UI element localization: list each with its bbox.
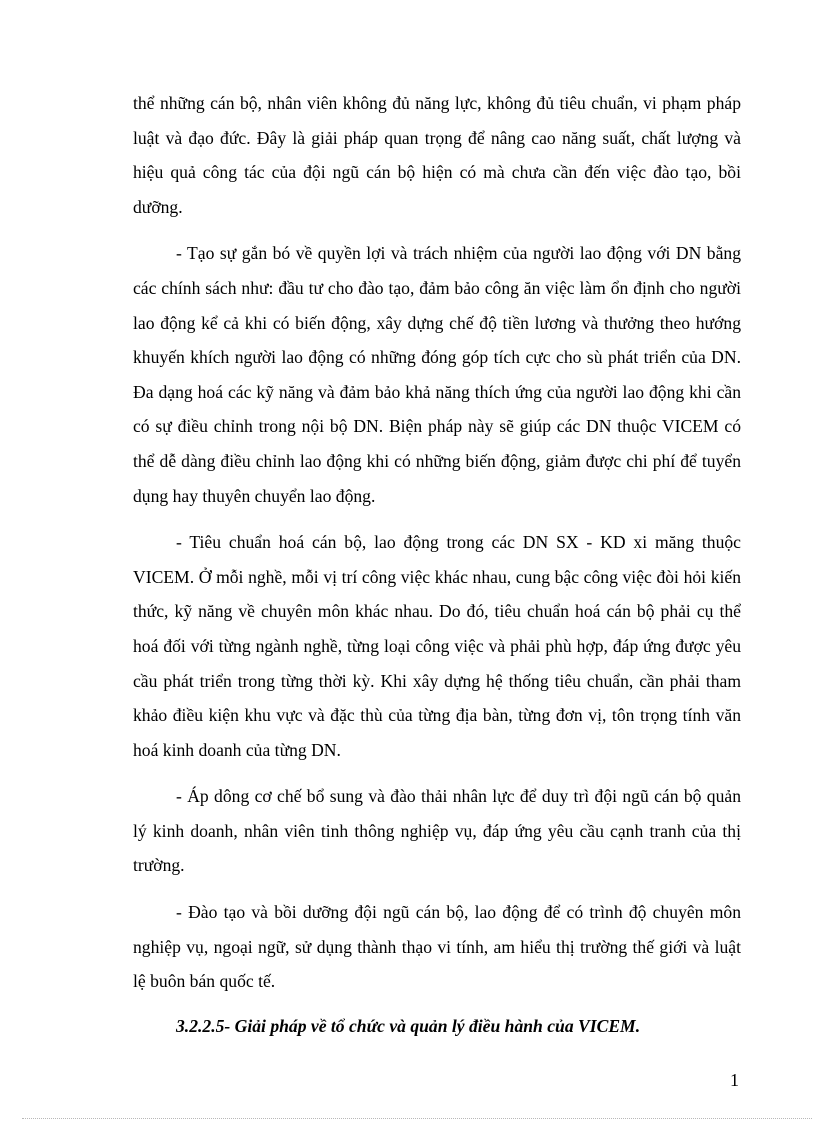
page-number: 1 bbox=[730, 1070, 739, 1090]
paragraph-workforce-renewal: - Áp dông cơ chế bổ sung và đào thải nhân lực để duy trì đội ngũ cán bộ quản lý kinh doanh, nhân viên tinh thông nghiệp vụ, đáp ứng yêu cầu cạnh tranh của thị trường. bbox=[133, 786, 741, 876]
paragraph-employee-commitment: - Tạo sự gắn bó về quyền lợi và trách nhiệm của người lao động với DN bằng các chính sách như: đầu tư cho đào tạo, đảm bảo công ăn việc làm ổn định cho người lao động kể cả khi có biến động, xây dựng chế độ tiền lương và thưởng theo hướng khuyến khích người lao động có những đóng góp tích cực cho sù phát triển của DN. Đa dạng hoá các kỹ năng và đảm bảo khả năng thích ứng của người lao động khi cần có sự điều chỉnh trong nội bộ DN. Biện pháp này sẽ giúp các DN thuộc VICEM có thể dễ dàng điều chỉnh lao động khi có những biến động, giảm được chi phí để tuyển dụng hay thuyên chuyển lao động. bbox=[133, 243, 741, 506]
paragraph-continuation: thể những cán bộ, nhân viên không đủ năng lực, không đủ tiêu chuẩn, vi phạm pháp luật và đạo đức. Đây là giải pháp quan trọng để nâng cao năng suất, chất lượng và hiệu quả công tác của đội ngũ cán bộ hiện có mà chưa cần đến việc đào tạo, bồi dưỡng. bbox=[133, 93, 741, 217]
page-bottom-divider bbox=[22, 1118, 812, 1119]
section-heading: 3.2.2.5- Giải pháp về tổ chức và quản lý điều hành của VICEM. bbox=[176, 1015, 641, 1036]
page-body bbox=[133, 86, 741, 1043]
paragraph-training: - Đào tạo và bồi dưỡng đội ngũ cán bộ, lao động để có trình độ chuyên môn nghiệp vụ, ngoại ngữ, sử dụng thành thạo vi tính, am hiểu thị trường thế giới và luật lệ buôn bán quốc tế. bbox=[133, 902, 741, 992]
paragraph-standardization: - Tiêu chuẩn hoá cán bộ, lao động trong các DN SX - KD xi măng thuộc VICEM. Ở mỗi nghề, mỗi vị trí công việc khác nhau, cung bậc công việc đòi hỏi kiến thức, kỹ năng về chuyên môn khác nhau. Do đó, tiêu chuẩn hoá cán bộ phải cụ thể hoá đối với từng ngành nghề, từng loại công việc và phải phù hợp, đáp ứng được yêu cầu phát triển trong từng thời kỳ. Khi xây dựng hệ thống tiêu chuẩn, cần phải tham khảo điều kiện khu vực và đặc thù của từng địa bàn, từng đơn vị, tôn trọng tính văn hoá kinh doanh của từng DN. bbox=[133, 532, 741, 760]
